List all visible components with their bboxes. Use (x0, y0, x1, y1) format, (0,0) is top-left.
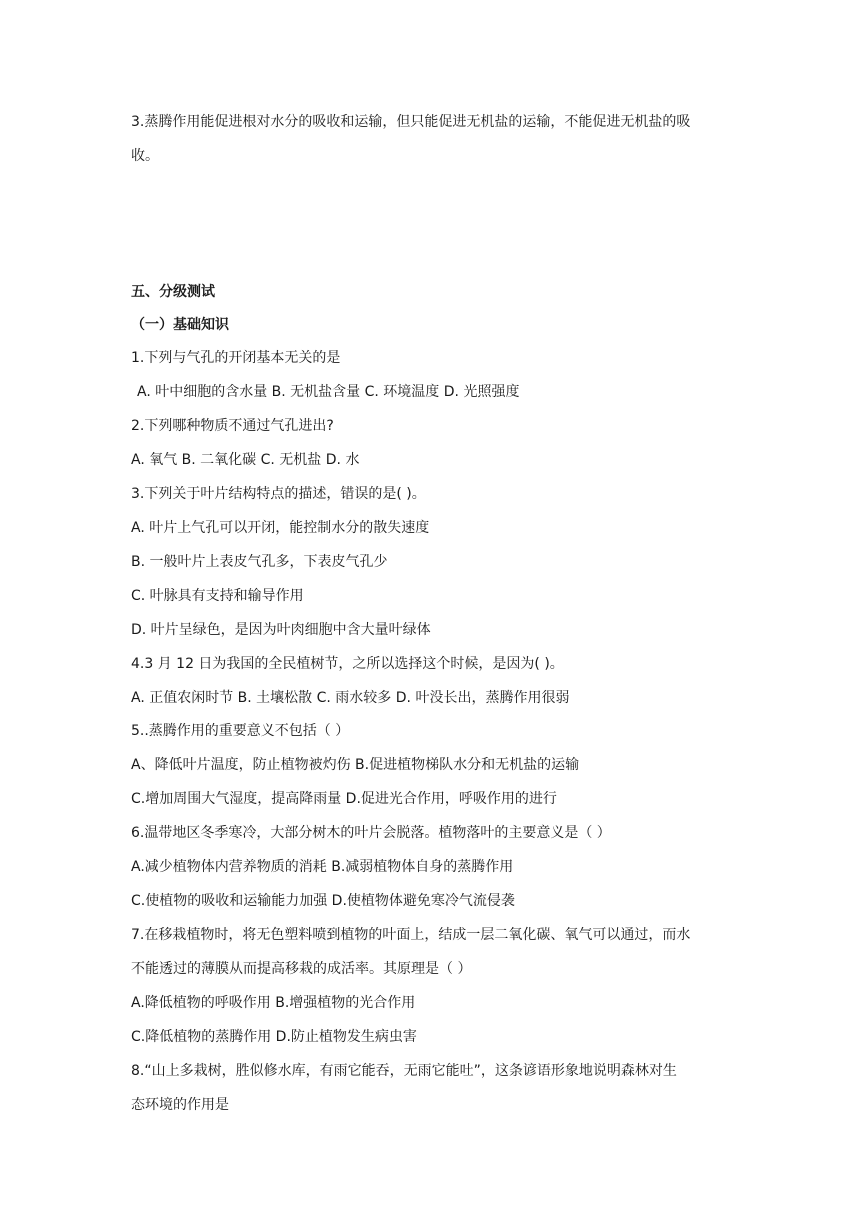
question-6-stem: 6.温带地区冬季寒冷，大部分树木的叶片会脱落。植物落叶的主要意义是（ ） (131, 825, 611, 841)
section-title: 五、分级测试 (131, 284, 215, 300)
question-5-options-ab: A、降低叶片温度，防止植物被灼伤 B.促进植物梯队水分和无机盐的运输 (131, 757, 580, 773)
question-8-stem-line-1: 8.“山上多栽树，胜似修水库，有雨它能吞，无雨它能吐”，这条谚语形象地说明森林对生 (131, 1063, 677, 1079)
question-2-stem: 2.下列哪种物质不通过气孔进出? (131, 418, 334, 434)
question-7-options-ab: A.降低植物的呼吸作用 B.增强植物的光合作用 (131, 995, 416, 1011)
question-8-stem-line-2: 态环境的作用是 (131, 1097, 229, 1113)
section-subtitle: （一）基础知识 (131, 317, 229, 333)
question-4-stem: 4.3 月 12 日为我国的全民植树节，之所以选择这个时候，是因为( )。 (131, 656, 564, 672)
intro-line-1: 3.蒸腾作用能促进根对水分的吸收和运输，但只能促进无机盐的运输，不能促进无机盐的吸 (131, 114, 691, 130)
question-6-options-cd: C.使植物的吸收和运输能力加强 D.使植物体避免寒冷气流侵袭 (131, 893, 515, 909)
question-3-option-a: A. 叶片上气孔可以开闭，能控制水分的散失速度 (131, 520, 430, 536)
question-1-options: A. 叶中细胞的含水量 B. 无机盐含量 C. 环境温度 D. 光照强度 (137, 384, 520, 400)
question-3-option-b: B. 一般叶片上表皮气孔多，下表皮气孔少 (131, 554, 388, 570)
question-1-stem: 1.下列与气孔的开闭基本无关的是 (131, 350, 341, 366)
question-7-stem-line-1: 7.在移栽植物时，将无色塑料喷到植物的叶面上，结成一层二氧化碳、氧气可以通过，而水 (131, 927, 691, 943)
question-3-stem: 3.下列关于叶片结构特点的描述，错误的是( )。 (131, 486, 426, 502)
question-7-options-cd: C.降低植物的蒸腾作用 D.防止植物发生病虫害 (131, 1029, 417, 1045)
question-6-options-ab: A.减少植物体内营养物质的消耗 B.减弱植物体自身的蒸腾作用 (131, 859, 514, 875)
question-4-options: A. 正值农闲时节 B. 土壤松散 C. 雨水较多 D. 叶没长出，蒸腾作用很弱 (131, 690, 570, 706)
question-3-option-c: C. 叶脉具有支持和输导作用 (131, 588, 304, 604)
question-3-option-d: D. 叶片呈绿色，是因为叶肉细胞中含大量叶绿体 (131, 622, 431, 638)
question-5-options-cd: C.增加周围大气湿度，提高降雨量 D.促进光合作用，呼吸作用的进行 (131, 791, 557, 807)
question-5-stem: 5..蒸腾作用的重要意义不包括（ ） (131, 723, 350, 739)
question-2-options: A. 氧气 B. 二氧化碳 C. 无机盐 D. 水 (131, 452, 360, 468)
question-7-stem-line-2: 不能透过的薄膜从而提高移栽的成活率。其原理是（ ） (131, 961, 472, 977)
intro-line-2: 收。 (131, 148, 159, 164)
